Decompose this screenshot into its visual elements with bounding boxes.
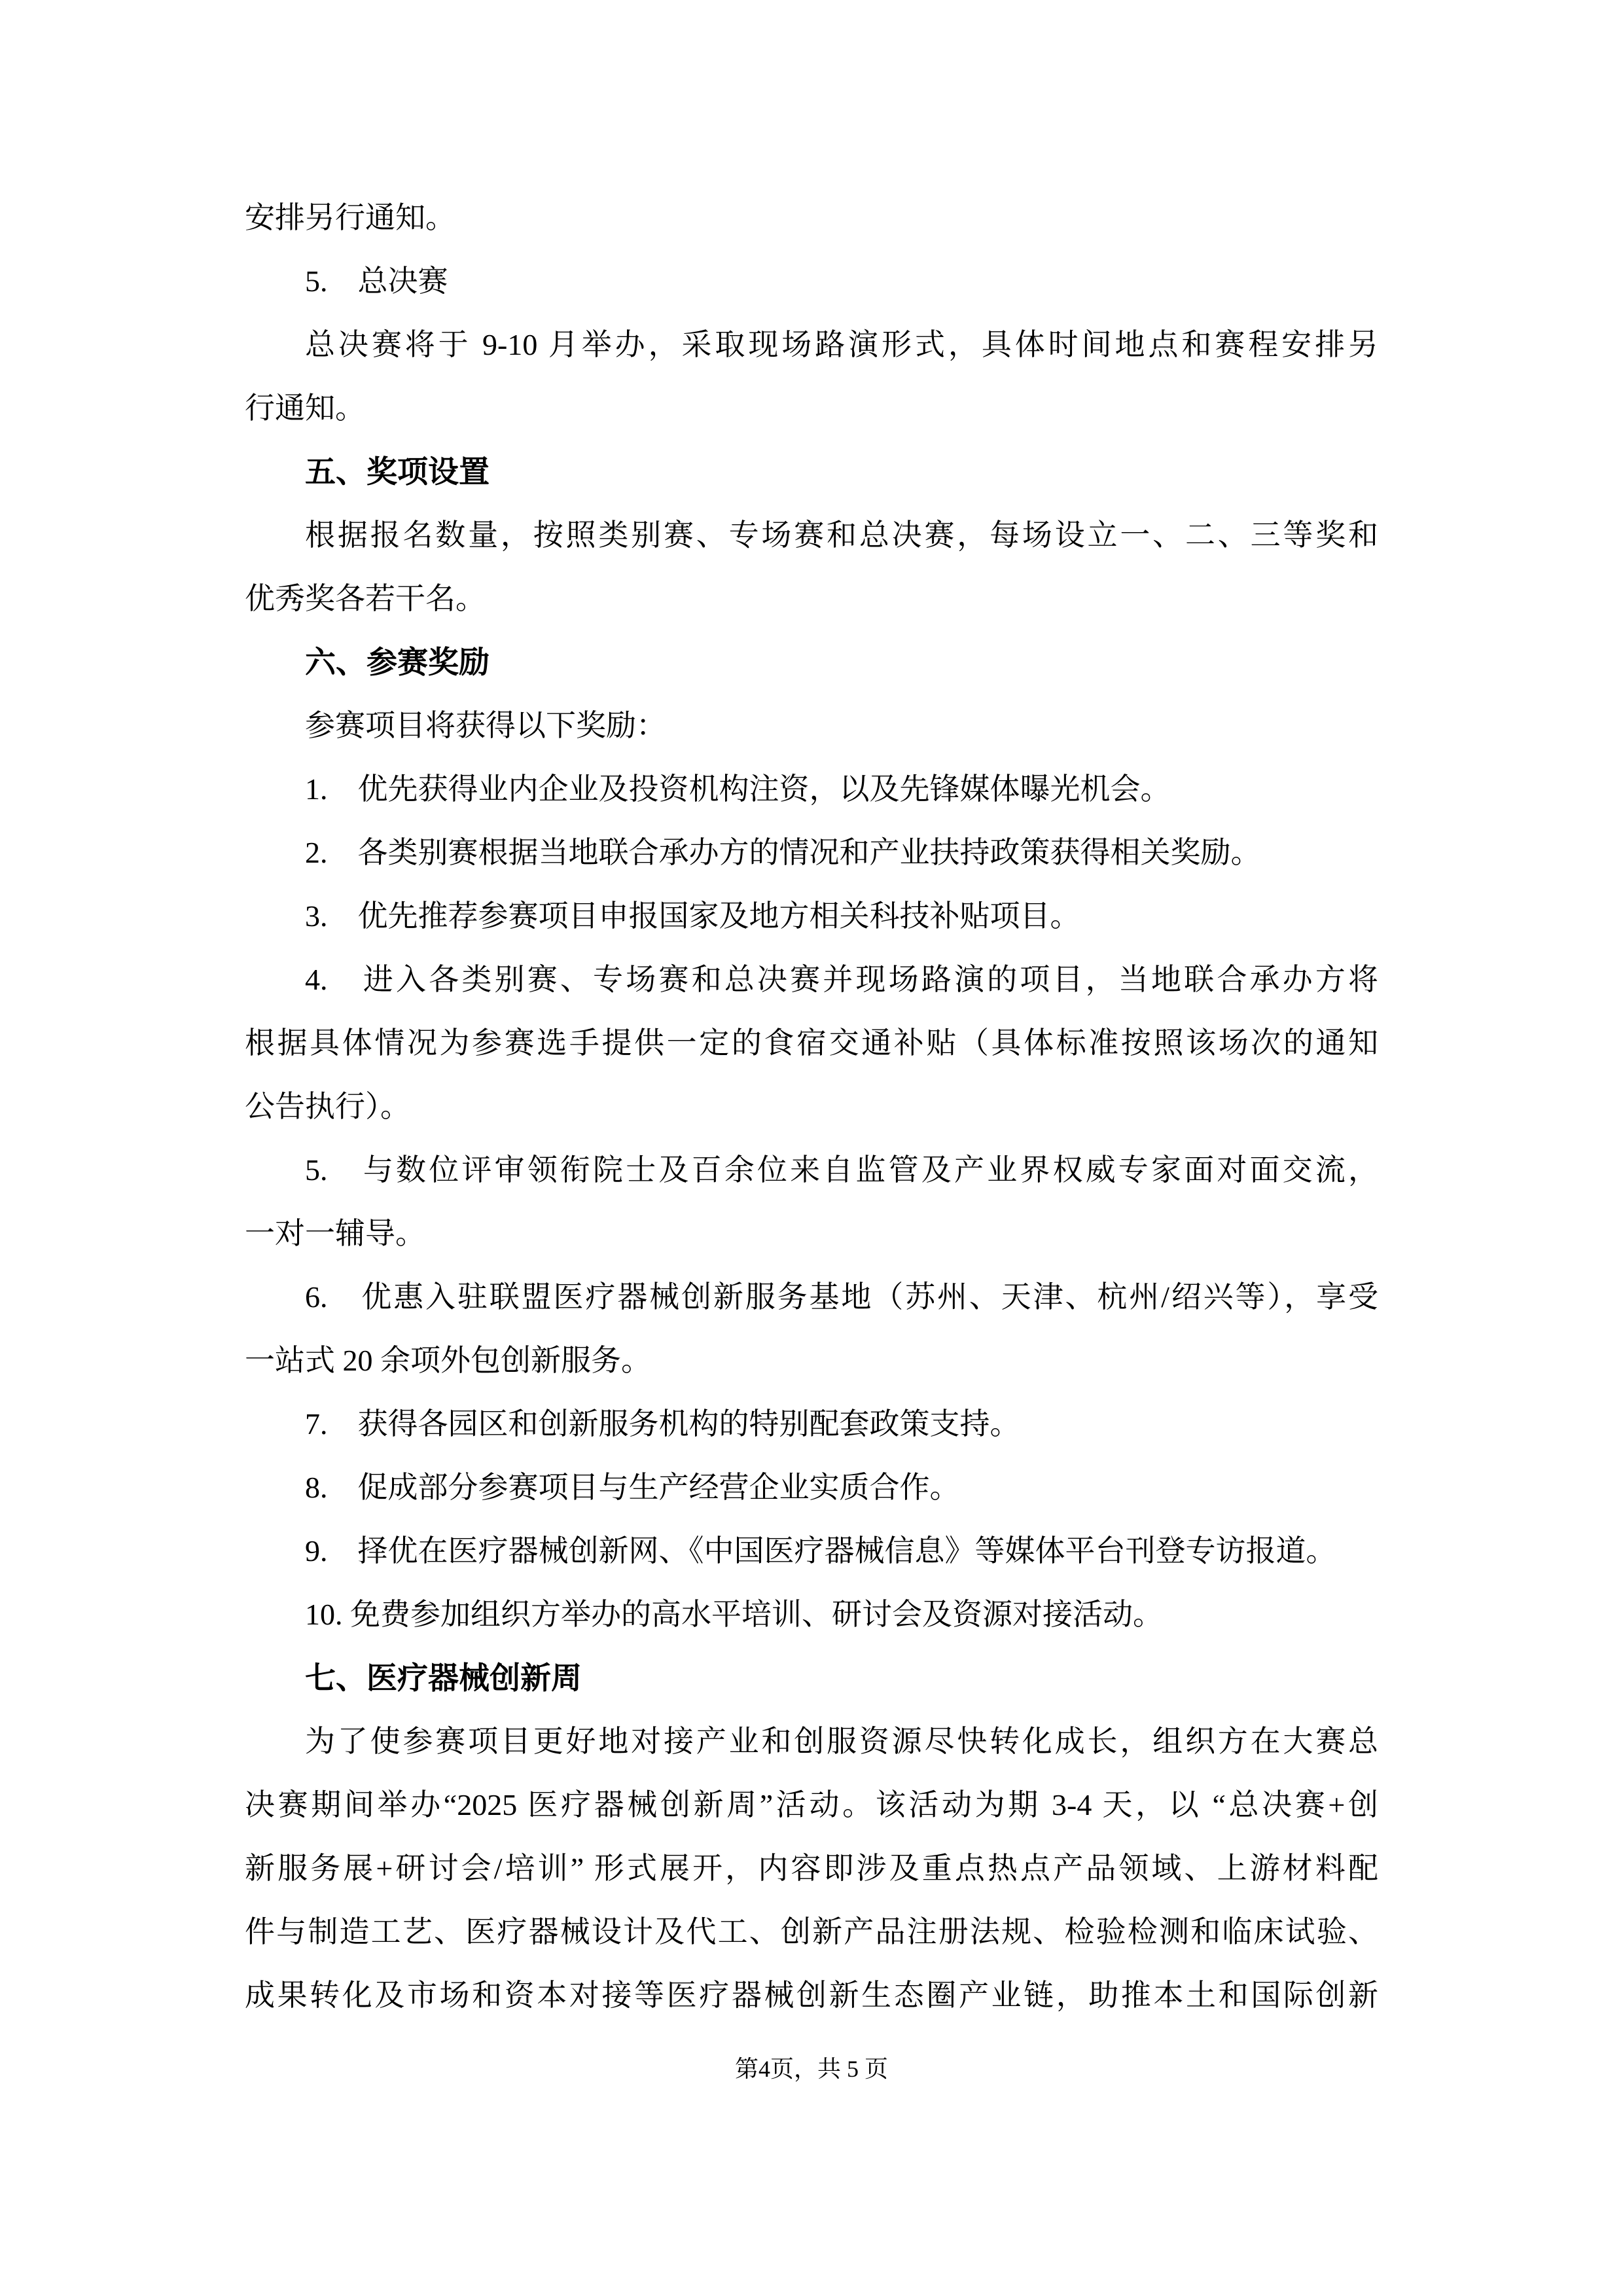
section-heading: 五、奖项设置: [305, 454, 490, 489]
text-line: 优秀奖各若干名。: [245, 582, 486, 615]
text-line: 行通知。: [245, 391, 365, 425]
text-line: 公告执行）。: [245, 1090, 410, 1123]
text-line: 新服务展+研讨会/培训” 形式展开，内容即涉及重点热点产品领域、上游材料配: [245, 1852, 1378, 1885]
text-line: 根据具体情况为参赛选手提供一定的食宿交通补贴（具体标准按照该场次的通知: [245, 1026, 1378, 1060]
text-line: 参赛项目将获得以下奖励：: [305, 709, 666, 742]
text-line: 7. 获得各园区和创新服务机构的特别配套政策支持。: [305, 1407, 1020, 1441]
text-line: 8. 促成部分参赛项目与生产经营企业实质合作。: [305, 1471, 960, 1504]
text-line: 9. 择优在医疗器械创新网、《中国医疗器械信息》等媒体平台刊登专访报道。: [305, 1534, 1336, 1568]
page-footer: 第4页，共 5 页: [734, 2056, 888, 2082]
section-heading: 六、参赛奖励: [305, 645, 490, 679]
document-body: [245, 186, 1378, 2027]
text-line: 为了使参赛项目更好地对接产业和创服资源尽快转化成长，组织方在大赛总: [305, 1725, 1378, 1758]
text-line: 安排另行通知。: [245, 201, 455, 234]
text-line: 总决赛将于 9-10 月举办，采取现场路演形式，具体时间地点和赛程安排另: [305, 328, 1378, 361]
text-line: 5. 总决赛: [305, 264, 448, 298]
text-line: 一对一辅导。: [245, 1217, 425, 1250]
text-line: 件与制造工艺、医疗器械设计及代工、创新产品注册法规、检验检测和临床试验、: [245, 1915, 1378, 1948]
section-heading: 七、医疗器械创新周: [305, 1660, 582, 1695]
text-line: 根据报名数量，按照类别赛、专场赛和总决赛，每场设立一、二、三等奖和: [305, 518, 1378, 552]
text-line: 10. 免费参加组织方举办的高水平培训、研讨会及资源对接活动。: [305, 1598, 1163, 1631]
text-line: 3. 优先推荐参赛项目申报国家及地方相关科技补贴项目。: [305, 899, 1080, 933]
text-line: 5. 与数位评审领衔院士及百余位来自监管及产业界权威专家面对面交流，: [305, 1153, 1378, 1187]
text-line: 一站式 20 余项外包创新服务。: [245, 1344, 651, 1377]
text-line: 成果转化及市场和资本对接等医疗器械创新生态圈产业链，助推本土和国际创新: [245, 1979, 1378, 2012]
text-line: 决赛期间举办“2025 医疗器械创新周”活动。该活动为期 3-4 天，以 “总决赛+创: [245, 1788, 1378, 1821]
text-line: 4. 进入各类别赛、专场赛和总决赛并现场路演的项目，当地联合承办方将: [305, 963, 1378, 996]
text-line: 2. 各类别赛根据当地联合承办方的情况和产业扶持政策获得相关奖励。: [305, 836, 1261, 869]
text-line: 1. 优先获得业内企业及投资机构注资，以及先锋媒体曝光机会。: [305, 772, 1171, 806]
text-line: 6. 优惠入驻联盟医疗器械创新服务基地（苏州、天津、杭州/绍兴等），享受: [305, 1280, 1378, 1314]
